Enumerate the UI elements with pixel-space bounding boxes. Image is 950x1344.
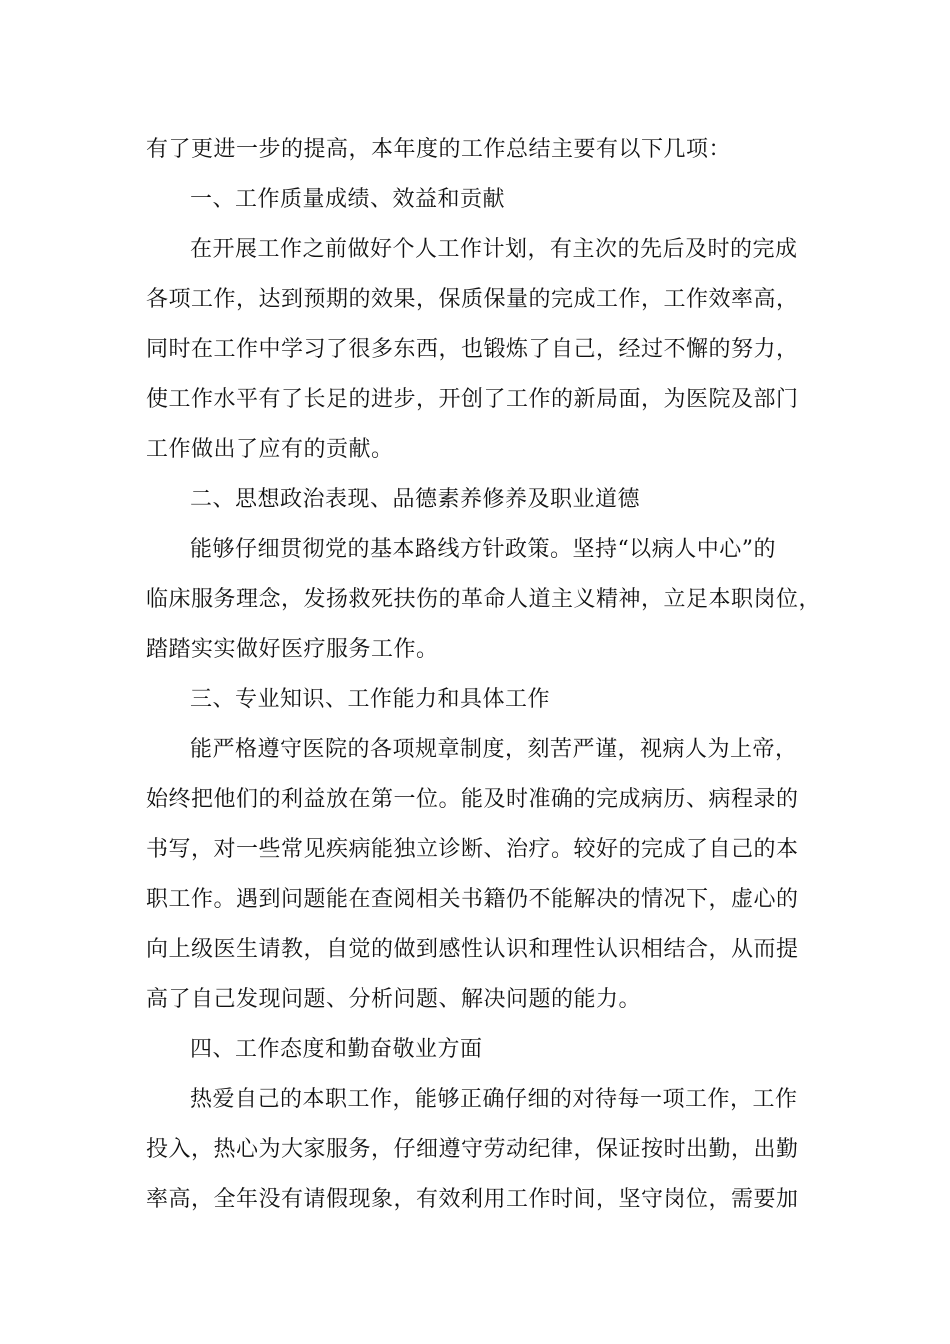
body-text-line: 在开展工作之前做好个人工作计划，有主次的先后及时的完成 xyxy=(190,237,798,262)
section-heading: 三、专业知识、工作能力和具体工作 xyxy=(190,687,551,712)
section-heading: 四、工作态度和勤奋敬业方面 xyxy=(190,1037,483,1062)
body-text-line: 有了更进一步的提高，本年度的工作总结主要有以下几项： xyxy=(146,137,732,162)
body-text-line: 能够仔细贯彻党的基本路线方针政策。坚持“以病人中心”的 xyxy=(190,537,776,562)
body-text-line: 始终把他们的利益放在第一位。能及时准确的完成病历、病程录的 xyxy=(146,787,799,812)
body-text-line: 热爱自己的本职工作，能够正确仔细的对待每一项工作，工作 xyxy=(190,1087,798,1112)
body-text-line: 踏踏实实做好医疗服务工作。 xyxy=(146,637,439,662)
section-heading: 二、思想政治表现、品德素养修养及职业道德 xyxy=(190,487,641,512)
body-text-line: 同时在工作中学习了很多东西，也锻炼了自己，经过不懈的努力， xyxy=(146,337,799,362)
body-text-line: 工作做出了应有的贡献。 xyxy=(146,437,394,462)
body-text-line: 能严格遵守医院的各项规章制度，刻苦严谨，视病人为上帝， xyxy=(190,737,798,762)
body-text-line: 各项工作，达到预期的效果，保质保量的完成工作，工作效率高， xyxy=(146,287,799,312)
body-text-line: 职工作。遇到问题能在查阅相关书籍仍不能解决的情况下，虚心的 xyxy=(146,887,799,912)
body-text-line: 使工作水平有了长足的进步，开创了工作的新局面，为医院及部门 xyxy=(146,387,799,412)
body-text-line: 投入，热心为大家服务，仔细遵守劳动纪律，保证按时出勤，出勤 xyxy=(146,1137,799,1162)
body-text-line: 向上级医生请教，自觉的做到感性认识和理性认识相结合，从而提 xyxy=(146,937,799,962)
body-text-line: 高了自己发现问题、分析问题、解决问题的能力。 xyxy=(146,987,642,1012)
body-text-line: 率高，全年没有请假现象，有效利用工作时间，坚守岗位，需要加 xyxy=(146,1187,799,1212)
body-text-line: 书写，对一些常见疾病能独立诊断、治疗。较好的完成了自己的本 xyxy=(146,837,799,862)
body-text-line: 临床服务理念，发扬救死扶伤的革命人道主义精神，立足本职岗位， xyxy=(146,587,822,612)
section-heading: 一、工作质量成绩、效益和贡献 xyxy=(190,187,506,212)
